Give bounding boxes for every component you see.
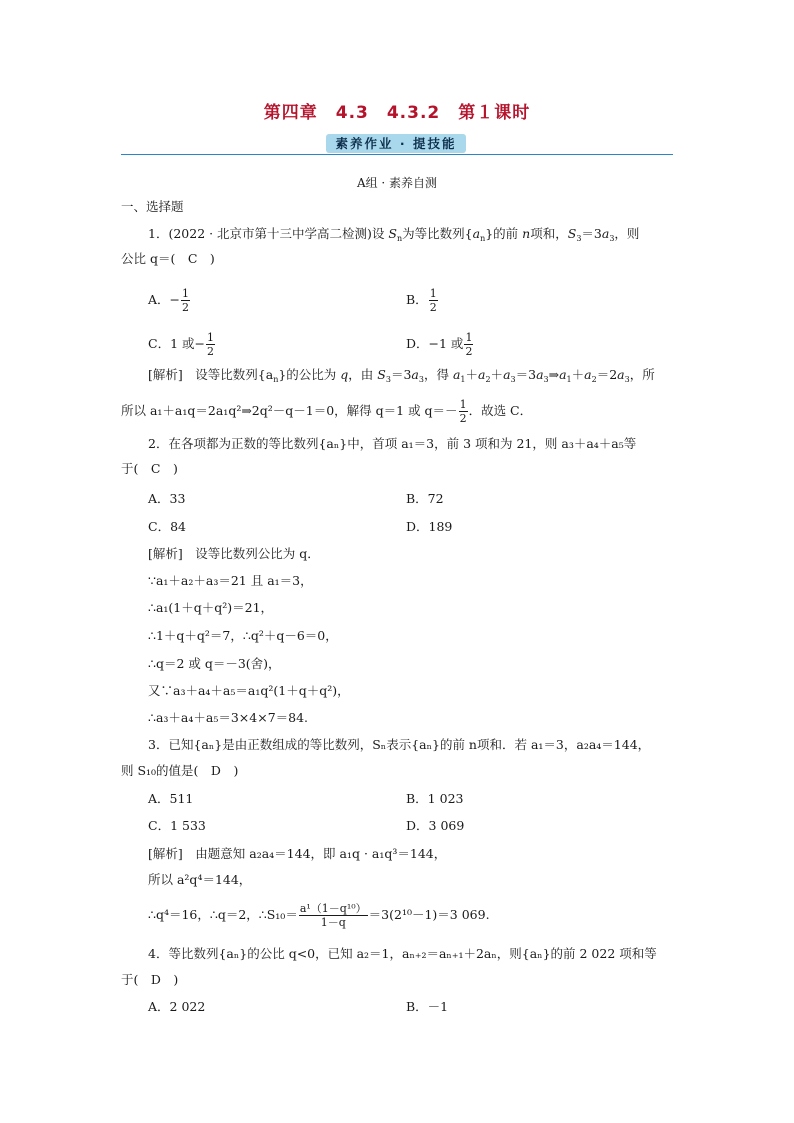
q2-option-c: C．84 bbox=[148, 519, 186, 534]
group-heading: A组 · 素养自测 bbox=[356, 176, 438, 190]
q3-step-1: 所以 a²q⁴＝144， bbox=[148, 872, 252, 887]
q3-option-a: A．511 bbox=[148, 791, 194, 806]
q3-stem-line1: 3．已知{aₙ}是由正数组成的等比数列，Sₙ表示{aₙ}的前 n项和．若 a₁＝3，a₂a₄＝144， bbox=[148, 737, 651, 752]
q2-option-b: B．72 bbox=[406, 491, 444, 506]
q2-step-1: ∵a₁＋a₂＋a₃＝21 且 a₁＝3， bbox=[148, 573, 313, 588]
q2-analysis: [解析] 设等比数列公比为 q． bbox=[148, 546, 320, 561]
page-title: 第四章 4.3 4.3.2 第１课时 bbox=[263, 103, 531, 123]
q1-option-b: B． $\frac{1}{2}$ bbox=[406, 287, 437, 314]
q1-stem-line1: 1．(2022 · 北京市第十三中学高二检测)设 $S_n$为等比数列$\{a_n\}$的前 n项和，$S_3=3a_3$，则 bbox=[148, 226, 640, 243]
q2-stem-line1: 2．在各项都为正数的等比数列{aₙ}中，首项 a₁＝3，前 3 项和为 21，则 a₃＋a₄＋a₅等 bbox=[148, 436, 637, 451]
q2-step-4: ∴q＝2 或 q＝－3(舍)， bbox=[148, 656, 281, 671]
q3-option-b: B．1 023 bbox=[406, 791, 464, 806]
header-divider bbox=[121, 154, 673, 155]
q1-option-c: C．1 或− $\frac{1}{2}$ bbox=[148, 331, 214, 358]
q4-option-b: B．－1 bbox=[406, 999, 449, 1014]
q3-option-c: C．1 533 bbox=[148, 818, 206, 833]
q1-option-d: D．−1 或 $\frac{1}{2}$ bbox=[406, 331, 473, 358]
section-heading: 一、选择题 bbox=[121, 199, 184, 214]
q2-stem-line2: 于( C ) bbox=[121, 461, 178, 476]
q1-option-a: A．− $\frac{1}{2}$ bbox=[148, 287, 190, 314]
section-badge: 素养作业 · 提技能 bbox=[326, 134, 466, 153]
q2-step-6: ∴a₃＋a₄＋a₅＝3×4×7＝84. bbox=[148, 710, 309, 725]
q2-step-2: ∴a₁(1＋q＋q²)＝21， bbox=[148, 600, 274, 615]
q1-analysis-line2: 所以 a₁＋a₁q＝2a₁q²⇒2q²－q－1＝0，解得 q＝1 或 q＝－ $\frac{1}{2}$ ．故选 C． bbox=[121, 398, 533, 425]
q2-step-5: 又∵a₃＋a₄＋a₅＝a₁q²(1＋q＋q²)， bbox=[148, 683, 350, 698]
q3-option-d: D．3 069 bbox=[406, 818, 465, 833]
q4-stem-line2: 于( D ) bbox=[121, 972, 179, 987]
q2-option-d: D．189 bbox=[406, 519, 453, 534]
q1-stem-line2: 公比 q＝( C ) bbox=[121, 251, 215, 266]
q1-analysis-line1: [解析] 设等比数列$\{a_n\}$的公比为 q，由 $S_3=3a_3$，得 $a_1+a_2+a_3=3a_3\Rightarrow a_1+a_2=2a_3$，所 bbox=[148, 367, 655, 384]
q2-option-a: A．33 bbox=[148, 491, 186, 506]
q3-stem-line2: 则 S₁₀的值是( D ) bbox=[121, 763, 239, 778]
q3-step-2: ∴q⁴＝16，∴q＝2，∴S₁₀＝ $\frac{\text{a¹（1－q¹⁰）}}{1-q}$ ＝3(2¹⁰－1)＝3 069. bbox=[148, 902, 490, 929]
q4-stem-line1: 4．等比数列{aₙ}的公比 q<0，已知 a₂＝1，aₙ₊₂＝aₙ₊₁＋2aₙ，则{aₙ}的前 2 022 项和等 bbox=[148, 946, 657, 961]
q3-analysis: [解析] 由题意知 a₂a₄＝144，即 a₁q · a₁q³＝144， bbox=[148, 846, 447, 861]
q2-step-3: ∴1＋q＋q²＝7，∴q²＋q－6＝0， bbox=[148, 628, 338, 643]
q4-option-a: A．2 022 bbox=[148, 999, 206, 1014]
